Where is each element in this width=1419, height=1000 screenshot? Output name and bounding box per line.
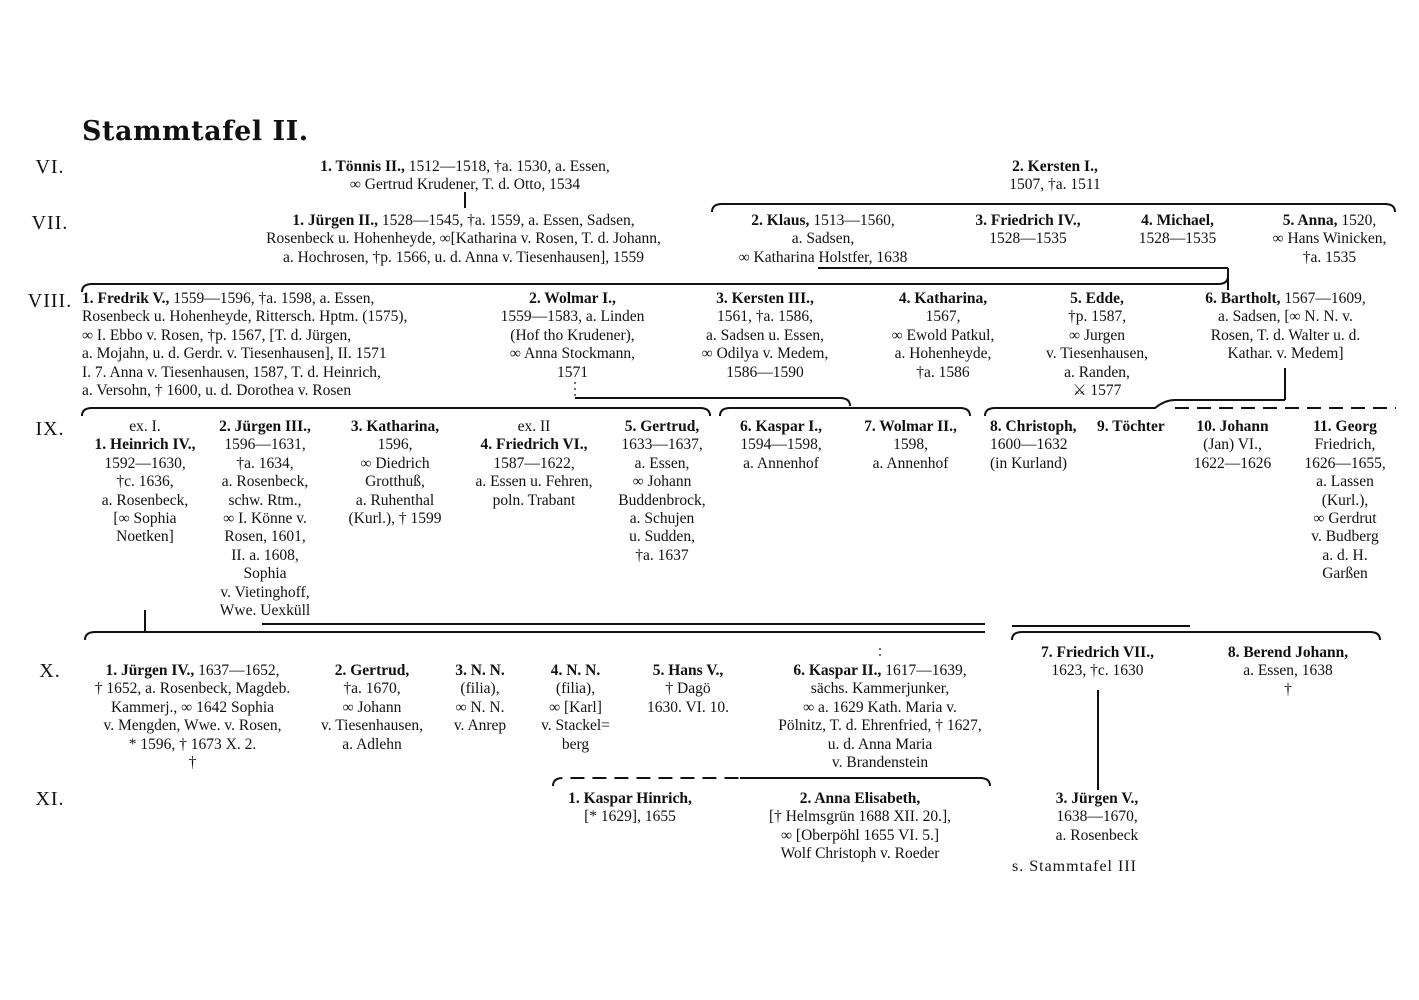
generation-label-xi: XI.	[35, 788, 65, 810]
person-detail: a. Hochrosen, †p. 1566, u. d. Anna v. Tiesenhausen], 1559	[282, 248, 645, 266]
person-detail: †p. 1587,	[1067, 308, 1127, 326]
person-detail: a. Annenhof	[743, 454, 819, 472]
person-detail: † Dagö	[665, 680, 711, 698]
person-detail: a. Adlehn	[342, 735, 402, 753]
person-bartholt	[1168, 290, 1403, 364]
person-detail: 1567—1609,	[1280, 290, 1366, 307]
connector-kaspar-ii-dashed	[553, 778, 740, 786]
person-edde	[1036, 290, 1158, 400]
person-detail: a. Sadsen,	[791, 230, 855, 248]
connector-fredrik-children	[82, 408, 710, 416]
generation-label-vii: VII.	[31, 212, 69, 234]
person-name: 1. Jürgen II.,	[292, 212, 379, 229]
connector-heinrich-children	[85, 632, 985, 640]
person-detail: ∞ Johann	[632, 473, 692, 491]
person-name: 3. Friedrich IV.,	[975, 212, 1081, 229]
generation-label-vi: VI.	[35, 156, 65, 178]
person-detail: 1512—1518, †a. 1530, a. Essen,	[404, 158, 610, 175]
person-anna-1520	[1252, 212, 1407, 267]
page-title: Stammtafel II.	[82, 116, 309, 147]
person-name: 11. Georg	[1313, 418, 1377, 435]
person-detail: 1520,	[1337, 212, 1377, 229]
person-detail: (in Kurland)	[990, 454, 1068, 472]
person-detail: †	[1284, 680, 1292, 698]
person-detail: 1571	[557, 363, 588, 381]
person-detail: (Hof tho Krudener),	[510, 326, 635, 344]
person-detail: Friedrich,	[1314, 436, 1376, 454]
person-detail: [* 1629], 1655	[584, 808, 676, 826]
person-detail: 1513—1560,	[809, 212, 895, 229]
person-detail: 1617—1639,	[881, 662, 967, 679]
person-detail: †a. 1634,	[236, 454, 294, 472]
person-christoph	[990, 418, 1095, 473]
person-detail: (Kurl.), † 1599	[348, 510, 442, 528]
person-name: 2. Gertrud,	[334, 662, 410, 679]
person-detail: a. Essen u. Fehren,	[475, 473, 593, 491]
person-detail: ∞ a. 1629 Kath. Maria v.	[803, 698, 957, 716]
person-kaspar-ii	[760, 662, 1000, 772]
person-detail: Kammerj., ∞ 1642 Sophia	[110, 698, 274, 716]
person-detail: †a. 1637	[635, 546, 689, 564]
person-detail: ∞ Anna Stockmann,	[509, 345, 636, 363]
person-detail: ∞ [Oberpöhl 1655 VI. 5.]	[781, 826, 939, 844]
person-name: 6. Kaspar I.,	[740, 418, 822, 435]
person-detail: a. Hohenheyde,	[894, 345, 992, 363]
person-name: 6. Kaspar II.,	[793, 662, 882, 679]
person-detail: Wolf Christoph v. Roeder	[780, 845, 940, 863]
person-detail: 1596,	[377, 436, 413, 454]
person-anna-elisabeth	[735, 790, 985, 864]
person-name: 3. Jürgen V.,	[1055, 790, 1139, 807]
person-gertrud-1633	[606, 418, 718, 565]
person-detail: 1637—1652,	[194, 662, 280, 679]
person-juergen-v	[1022, 790, 1172, 845]
person-detail: v. Tiesenhausen,	[1046, 345, 1148, 363]
person-name: 6. Bartholt,	[1205, 290, 1281, 307]
person-name: 3. N. N.	[455, 662, 505, 679]
person-detail: ∞ Hans Winicken,	[1272, 230, 1387, 248]
person-detail: (Jan) VI.,	[1203, 436, 1262, 454]
person-kaspar-hinrich	[540, 790, 720, 827]
person-friedrich-vii	[1015, 644, 1180, 681]
person-juergen-ii	[236, 212, 691, 267]
person-detail: II. a. 1608,	[231, 546, 299, 564]
person-name: 4. Michael,	[1141, 212, 1214, 229]
person-detail: (filia),	[555, 680, 596, 698]
exclusion-note: ex. I.	[129, 418, 161, 435]
person-detail: v. Anrep	[453, 717, 507, 735]
person-name: 8. Christoph,	[990, 418, 1077, 435]
person-name: 1. Fredrik V.,	[82, 290, 170, 307]
person-kersten-iii	[675, 290, 855, 382]
exclusion-note: ex. II	[517, 418, 551, 435]
person-wolmar-ii	[843, 418, 978, 473]
person-detail: 1596—1631,	[224, 436, 306, 454]
person-detail: (Kurl.),	[1321, 491, 1369, 509]
person-detail: 1592—1630,	[104, 454, 186, 472]
person-detail: v. Vietinghoff,	[220, 583, 310, 601]
person-detail: ∞ [Karl]	[549, 698, 602, 716]
person-detail: [† Helmsgrün 1688 XII. 20.],	[768, 808, 952, 826]
person-nn-filia-stackelberg	[528, 662, 623, 754]
person-detail: ∞ Johann	[342, 698, 402, 716]
person-detail: 1559—1596, †a. 1598, a. Essen,	[169, 290, 375, 307]
person-detail: ∞ I. Könne v.	[223, 510, 307, 528]
person-name: 5. Hans V.,	[652, 662, 724, 679]
connector-kaspar-ii-children	[740, 778, 990, 786]
person-wolmar-i	[485, 290, 660, 382]
person-kaspar-i	[720, 418, 842, 473]
person-detail: ∞ Diedrich	[360, 454, 430, 472]
person-katharina-1596	[336, 418, 454, 528]
person-berend-johann	[1198, 644, 1378, 699]
person-detail: a. Randen,	[1064, 363, 1130, 381]
person-detail: 1528—1545, †a. 1559, a. Essen, Sadsen,	[378, 212, 635, 229]
person-detail: v. Brandenstein	[831, 754, 929, 772]
person-name: 7. Wolmar II.,	[864, 418, 957, 435]
person-detail: †a. 1586	[916, 363, 970, 381]
person-toechter	[1097, 418, 1177, 436]
person-hans-v	[628, 662, 748, 717]
person-name: 5. Edde,	[1070, 290, 1124, 307]
person-detail: Rosenbeck u. Hohenheyde, ∞[Katharina v. Rosen, T. d. Johann,	[266, 230, 661, 248]
person-detail: a. Rosenbeck,	[101, 491, 189, 509]
person-detail: ∞ Odilya v. Medem,	[701, 345, 829, 363]
person-detail: ∞ Jurgen	[1069, 326, 1125, 344]
person-detail: Sophia	[243, 565, 287, 583]
cross-reference-note: s. Stammtafel III	[1012, 858, 1137, 875]
person-detail: 1598,	[893, 436, 928, 454]
person-juergen-iii	[200, 418, 330, 620]
person-detail: ∞ N. N.	[455, 698, 505, 716]
person-detail: a. Rosenbeck	[1055, 826, 1139, 844]
person-detail: † 1652, a. Rosenbeck, Magdeb.	[94, 680, 291, 698]
person-detail: 1600—1632	[990, 436, 1068, 454]
person-toennis-ii	[275, 158, 655, 195]
person-detail: u. d. Anna Maria	[827, 735, 933, 753]
person-name: 1. Heinrich IV.,	[94, 436, 196, 454]
person-detail: 1630. VI. 10.	[647, 698, 729, 716]
person-detail: a. Rosenbeck,	[221, 473, 309, 491]
person-georg-friedrich	[1290, 418, 1400, 584]
person-detail: a. Essen,	[634, 454, 690, 472]
connector-kersten-iii-children	[720, 408, 970, 416]
person-detail: Noetken]	[116, 528, 174, 546]
person-detail: 1559—1583, a. Linden	[500, 308, 645, 326]
person-katharina-1567	[868, 290, 1018, 382]
person-friedrich-iv	[953, 212, 1103, 249]
generation-label-viii: VIII.	[27, 290, 73, 312]
person-name: 2. Kersten I.,	[1012, 158, 1098, 175]
person-name: 3. Kersten III.,	[716, 290, 814, 307]
person-detail: 1528—1535	[1138, 230, 1217, 248]
person-name: 8. Berend Johann,	[1227, 644, 1349, 661]
person-detail: 1567,	[925, 308, 961, 326]
person-detail: Garßen	[1322, 565, 1368, 583]
person-detail: I. 7. Anna v. Tiesenhausen, 1587, T. d. Heinrich,	[82, 363, 381, 381]
person-detail: ⚔ 1577	[1072, 382, 1122, 400]
person-name: 10. Johann	[1196, 418, 1269, 435]
person-detail: v. Mengden, Wwe. v. Rosen,	[103, 717, 282, 735]
person-detail: 1587—1622,	[493, 454, 575, 472]
person-name: 5. Anna,	[1282, 212, 1338, 229]
person-detail: schw. Rtm.,	[228, 491, 302, 509]
person-nn-filia-anrep	[440, 662, 520, 736]
person-detail: a. Essen, 1638	[1243, 662, 1333, 680]
person-klaus	[708, 212, 938, 267]
person-detail: a. Ruhenthal	[355, 491, 435, 509]
person-detail: 1594—1598,	[740, 436, 822, 454]
person-name: 1. Tönnis II.,	[320, 158, 405, 175]
person-detail: a. Lassen	[1316, 473, 1374, 491]
person-michael	[1120, 212, 1235, 249]
person-detail: Rosen, 1601,	[224, 528, 306, 546]
person-detail: Buddenbrock,	[618, 491, 706, 509]
person-detail: (filia),	[460, 680, 500, 698]
person-name: 1. Kaspar Hinrich,	[568, 790, 692, 807]
person-detail: 1561, †a. 1586,	[716, 308, 813, 326]
person-detail: [∞ Sophia	[113, 510, 177, 528]
connector-wolmar-line	[575, 398, 850, 406]
person-detail: †c. 1636,	[116, 473, 174, 491]
person-detail: v. Budberg	[1311, 528, 1379, 546]
person-detail: poln. Trabant	[492, 491, 576, 509]
person-detail: 1638—1670,	[1056, 808, 1138, 826]
person-detail: 1623, †c. 1630	[1051, 662, 1144, 680]
person-detail: Wwe. Uexküll	[219, 602, 311, 620]
connector-kersten-children	[712, 204, 1395, 212]
person-detail: Grotthuß,	[365, 473, 425, 491]
person-detail: u. Sudden,	[629, 528, 695, 546]
person-detail: v. Tiesenhausen,	[321, 717, 423, 735]
person-name: 7. Friedrich VII.,	[1041, 644, 1154, 661]
person-detail: Kathar. v. Medem]	[1227, 345, 1344, 363]
person-johann-vi	[1180, 418, 1285, 473]
person-detail: * 1596, † 1673 X. 2.	[128, 735, 257, 753]
person-friedrich-vi	[460, 418, 608, 510]
person-detail: Rosen, T. d. Walter u. d.	[1210, 326, 1361, 344]
person-detail: 1626—1655,	[1304, 454, 1386, 472]
person-name: 5. Gertrud,	[624, 418, 700, 435]
person-detail: a. Sadsen u. Essen,	[706, 326, 824, 344]
person-name: 2. Jürgen III.,	[219, 418, 311, 435]
person-heinrich-iv	[80, 418, 210, 547]
person-fredrik-v	[82, 290, 482, 400]
person-detail: a. Sadsen, [∞ N. N. v.	[1218, 308, 1353, 326]
person-kersten-i	[960, 158, 1150, 195]
person-detail: a. Versohn, † 1600, u. d. Dorothea v. Rosen	[82, 382, 352, 400]
person-name: 2. Anna Elisabeth,	[799, 790, 921, 807]
person-detail: a. Mojahn, u. d. Gerdr. v. Tiesenhausen], II. 1571	[82, 345, 387, 363]
person-name: 2. Wolmar I.,	[529, 290, 616, 307]
person-detail: ∞ I. Ebbo v. Rosen, †p. 1567, [T. d. Jürgen,	[82, 326, 352, 344]
person-name: 4. N. N.	[550, 662, 601, 679]
connector-bartholt-children	[985, 400, 1285, 416]
person-gertrud-1670	[312, 662, 432, 754]
person-name: 1. Jürgen IV.,	[105, 662, 195, 679]
generation-label-ix: IX.	[35, 418, 65, 440]
person-detail: ∞ Katharina Holstfer, 1638	[738, 248, 908, 266]
person-detail: Rosenbeck u. Hohenheyde, Rittersch. Hptm. (1575),	[82, 308, 408, 326]
person-detail: ∞ Gerdrut	[1313, 510, 1377, 528]
person-name: 3. Katharina,	[350, 418, 440, 435]
person-detail: a. Annenhof	[872, 454, 949, 472]
person-detail: a. Schujen	[629, 510, 695, 528]
person-detail: †a. 1535	[1302, 248, 1357, 266]
person-detail: 1507, †a. 1511	[1009, 176, 1101, 194]
person-detail: ∞ Gertrud Krudener, T. d. Otto, 1534	[349, 176, 581, 194]
person-detail: †a. 1670,	[343, 680, 401, 698]
person-detail: 1586—1590	[726, 363, 804, 381]
person-detail: v. Stackel=	[541, 717, 610, 735]
person-detail: sächs. Kammerjunker,	[810, 680, 950, 698]
person-detail: †	[188, 754, 197, 772]
person-detail: 1633—1637,	[621, 436, 703, 454]
connector-georg-children	[1012, 632, 1380, 640]
person-detail: berg	[561, 735, 590, 753]
person-detail: 1622—1626	[1193, 454, 1272, 472]
person-detail: a. d. H.	[1322, 546, 1368, 564]
generation-label-x: X.	[39, 660, 61, 682]
person-name: 9. Töchter	[1097, 418, 1165, 435]
person-detail: ∞ Ewold Patkul,	[891, 326, 995, 344]
person-detail: Pölnitz, T. d. Ehrenfried, † 1627,	[778, 717, 982, 735]
person-detail: 1528—1535	[989, 230, 1067, 248]
person-juergen-iv	[80, 662, 305, 772]
person-name: 4. Katharina,	[898, 290, 988, 307]
person-name: 4. Friedrich VI.,	[480, 436, 588, 454]
person-name: 2. Klaus,	[751, 212, 810, 229]
